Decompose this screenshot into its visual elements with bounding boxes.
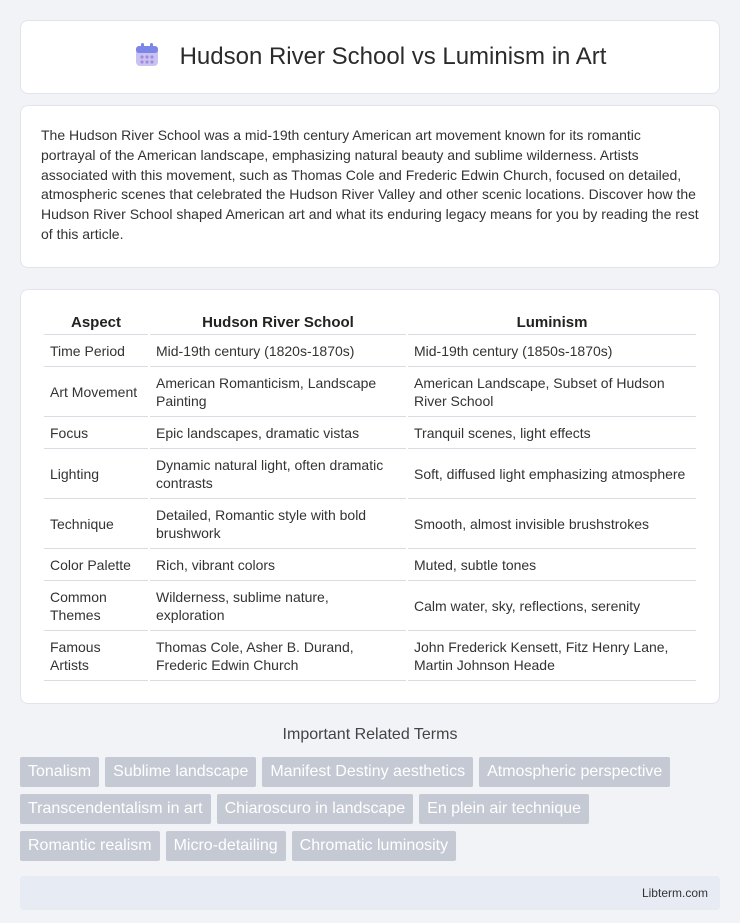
table-row: [44, 417, 696, 449]
table-cell: Mid-19th century (1820s-1870s): [150, 335, 406, 367]
column-header: Luminism: [408, 310, 696, 335]
table-cell: John Frederick Kensett, Fitz Henry Lane, Martin Johnson Heade: [408, 631, 696, 681]
related-terms-list: [20, 757, 720, 861]
table-cell: Calm water, sky, reflections, serenity: [408, 581, 696, 631]
table-row: [44, 367, 696, 417]
intro-text: The Hudson River School was a mid-19th century American art movement known for its romantic portrayal of the American landscape, emphasizing natural beauty and sublime wilderness. Artists associated with this movement, such as Thomas Cole and Frederic Edwin Church, focused on detailed, atmospheric scenes that celebrated the Hudson River Valley and other scenic locations. Discover how the Hudson River School shaped American art and what its enduring legacy means for you by reading the rest of this article.: [41, 127, 699, 242]
table-cell: Famous Artists: [44, 631, 148, 681]
table-cell: Mid-19th century (1850s-1870s): [408, 335, 696, 367]
table-row: [44, 499, 696, 549]
table-cell: Time Period: [44, 335, 148, 367]
related-term-tag[interactable]: Sublime landscape: [105, 757, 256, 787]
column-header: Aspect: [44, 310, 148, 335]
table-cell: Smooth, almost invisible brushstrokes: [408, 499, 696, 549]
related-term-tag[interactable]: Tonalism: [20, 757, 99, 787]
table-cell: Muted, subtle tones: [408, 549, 696, 581]
table-cell: Rich, vibrant colors: [150, 549, 406, 581]
page-header: [20, 20, 720, 94]
related-term-tag[interactable]: Chiaroscuro in landscape: [217, 794, 414, 824]
table-cell: American Romanticism, Landscape Painting: [150, 367, 406, 417]
table-row: [44, 581, 696, 631]
table-cell: Dynamic natural light, often dramatic contrasts: [150, 449, 406, 499]
table-header-row: [44, 310, 696, 335]
related-term-tag[interactable]: Atmospheric perspective: [479, 757, 670, 787]
related-term-tag[interactable]: Romantic realism: [20, 831, 160, 861]
comparison-card: [20, 289, 720, 704]
intro-section: [20, 105, 720, 268]
table-cell: Soft, diffused light emphasizing atmosphere: [408, 449, 696, 499]
table-cell: Detailed, Romantic style with bold brushwork: [150, 499, 406, 549]
footer-brand-link[interactable]: Libterm.com: [641, 885, 708, 900]
table-cell: Art Movement: [44, 367, 148, 417]
table-cell: Wilderness, sublime nature, exploration: [150, 581, 406, 631]
table-cell: Technique: [44, 499, 148, 549]
comparison-table: [42, 310, 698, 681]
table-cell: Tranquil scenes, light effects: [408, 417, 696, 449]
column-header: Hudson River School: [150, 310, 406, 335]
table-row: [44, 335, 696, 367]
related-term-tag[interactable]: En plein air technique: [419, 794, 589, 824]
table-cell: American Landscape, Subset of Hudson River School: [408, 367, 696, 417]
table-cell: Common Themes: [44, 581, 148, 631]
table-row: [44, 549, 696, 581]
related-term-tag[interactable]: Transcendentalism in art: [20, 794, 211, 824]
table-cell: Lighting: [44, 449, 148, 499]
calendar-icon: [134, 42, 160, 73]
related-term-tag[interactable]: Chromatic luminosity: [292, 831, 456, 861]
page-footer: [20, 876, 720, 910]
table-cell: Focus: [44, 417, 148, 449]
table-row: [44, 449, 696, 499]
page-title: Hudson River School vs Luminism in Art: [179, 43, 607, 70]
table-cell: Epic landscapes, dramatic vistas: [150, 417, 406, 449]
table-cell: Thomas Cole, Asher B. Durand, Frederic Edwin Church: [150, 631, 406, 681]
table-cell: Color Palette: [44, 549, 148, 581]
table-row: [44, 631, 696, 681]
related-terms-title: Important Related Terms: [282, 725, 458, 743]
related-term-tag[interactable]: Micro-detailing: [166, 831, 286, 861]
related-term-tag[interactable]: Manifest Destiny aesthetics: [262, 757, 473, 787]
